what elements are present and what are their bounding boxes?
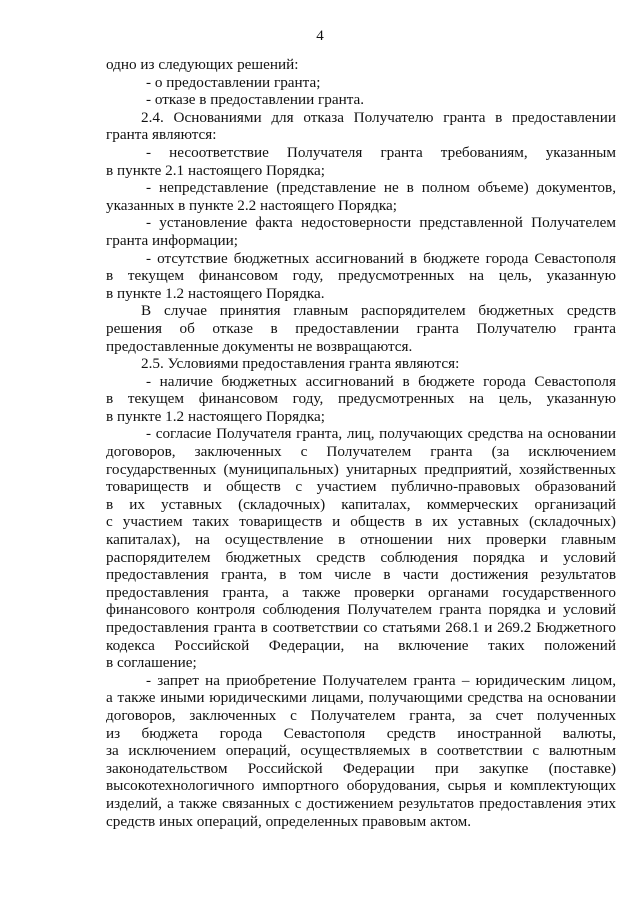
text-line: 2.4. Основаниями для отказа Получателю гранта в предоставлении xyxy=(141,108,616,126)
text-line: - о предоставлении гранта; xyxy=(146,73,321,91)
text-line: предоставления гранта в соответствии со статьями 268.1 и 269.2 Бюджетного xyxy=(106,619,616,636)
text-line: - несоответствие Получателя гранта требованиям, указанным xyxy=(146,143,616,161)
text-line: законодательством Российской Федерации при закупке (поставке) xyxy=(106,759,616,777)
document-body xyxy=(106,56,616,830)
text-line: договоров, заключенных с Получателем гранта, за счет полученных xyxy=(106,706,616,724)
text-line: а также иными юридическими лицами, получающими средства на основании xyxy=(106,689,616,707)
text-line: за исключением операций, осуществляемых в соответствии с валютным xyxy=(106,742,616,760)
text-line: - запрет на приобретение Получателем гранта – юридическим лицом, xyxy=(146,671,616,689)
text-line: одно из следующих решений: xyxy=(106,56,299,73)
text-line: гранта информации; xyxy=(106,231,238,249)
text-line: изделий, а также связанных с достижением результатов предоставления этих xyxy=(106,794,616,812)
text-line: - непредставление (представление не в полном объеме) документов, xyxy=(146,179,616,197)
text-line: высокотехнологичного импортного оборудования, сырья и комплектующих xyxy=(106,777,616,795)
text-line: средств иных операций, определенных правовым актом. xyxy=(106,812,472,830)
text-line: капиталах), на осуществление в отношении них проверки главным xyxy=(106,531,616,549)
text-line: в пункте 1.2 настоящего Порядка; xyxy=(106,407,325,425)
page-number: 4 xyxy=(316,28,324,44)
text-line: - отказе в предоставлении гранта. xyxy=(146,91,365,109)
text-line: с участием таких товариществ и обществ в их уставных (складочных) xyxy=(106,513,616,531)
text-line: предоставления гранта, в том числе в части достижения результатов xyxy=(106,566,616,584)
text-line: В случае принятия главным распорядителем бюджетных средств xyxy=(141,302,616,320)
text-line: 2.5. Условиями предоставления гранта являются: xyxy=(141,355,460,373)
text-line: гранта являются: xyxy=(106,126,217,144)
text-line: в соглашение; xyxy=(106,654,197,672)
text-line: - установление факта недостоверности представленной Получателем xyxy=(146,214,616,232)
text-line: в пункте 2.1 настоящего Порядка; xyxy=(106,161,325,179)
text-line: товариществ и обществ с участием публично-правовых образований xyxy=(106,478,616,496)
text-line: государственных (муниципальных) унитарных предприятий, хозяйственных xyxy=(106,460,616,478)
text-line: решения об отказе в предоставлении гранта Получателю гранта xyxy=(106,319,616,337)
text-line: в пункте 1.2 настоящего Порядка. xyxy=(106,284,325,302)
text-line: в текущем финансовом году, предусмотренных на цель, указанную xyxy=(106,267,616,285)
text-line: финансового контроля соблюдения Получателем гранта порядка и условий xyxy=(106,601,616,619)
text-line: - отсутствие бюджетных ассигнований в бюджете города Севастополя xyxy=(146,249,616,267)
text-line: кодекса Российской Федерации, на включение таких положений xyxy=(106,636,616,654)
text-line: из бюджета города Севастополя средств иностранной валюты, xyxy=(106,724,616,742)
text-line: договоров, заключенных с Получателем гранта (за исключением xyxy=(106,443,616,461)
text-line: - согласие Получателя гранта, лиц, получающих средства на основании xyxy=(146,425,616,443)
text-line: предоставленные документы не возвращаются. xyxy=(106,337,413,355)
text-line: в текущем финансовом году, предусмотренных на цель, указанную xyxy=(106,390,616,408)
text-line: в их уставных (складочных) капиталах, коммерческих организаций xyxy=(106,495,616,513)
text-line: указанных в пункте 2.2 настоящего Порядка; xyxy=(106,196,398,214)
text-line: предоставления гранта, а также проверки органами государственного xyxy=(106,583,616,601)
text-line: - наличие бюджетных ассигнований в бюджете города Севастополя xyxy=(146,372,616,390)
text-line: распорядителем бюджетных средств соблюдения порядка и условий xyxy=(106,548,616,566)
